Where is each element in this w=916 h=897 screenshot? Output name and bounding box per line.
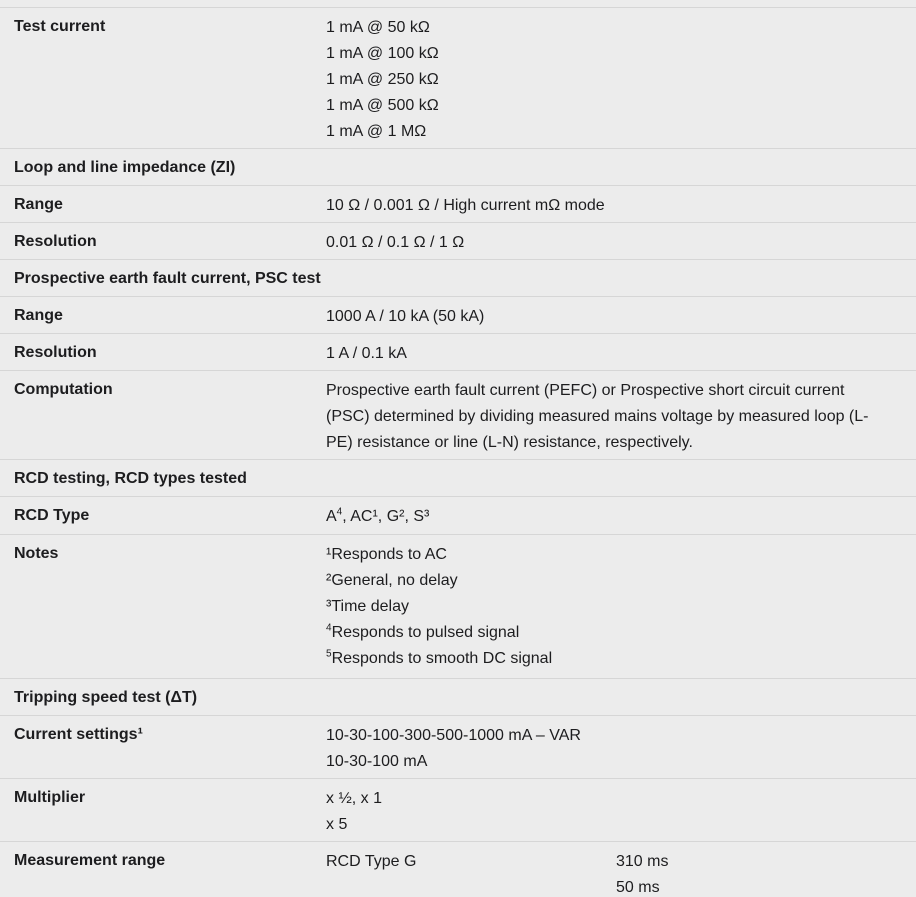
footnote-mark: 4 [336,506,343,518]
note-item [326,620,552,646]
rcd-type-a: A [326,508,337,525]
row-values [326,15,439,145]
row-value: 10-30-100-300-500-1000 mA – VAR [326,727,581,744]
row-values [326,341,407,367]
section-heading-loop-impedance [0,148,916,185]
row-label: Notes [14,545,59,562]
note-text: Responds to AC [331,546,447,563]
note-item [326,646,552,672]
row-value: 10-30-100 mA [326,753,428,770]
row-value: 1000 A / 10 kA (50 kA) [326,308,485,325]
rcd-type-rest: , AC¹, G², S³ [342,508,430,525]
row-value: x ½, x 1 [326,790,383,807]
note-text: General, no delay [331,572,458,589]
spec-row-range [0,296,916,333]
row-value: 1 mA @ 250 kΩ [326,71,439,88]
row-label: Resolution [14,344,97,361]
section-title: Loop and line impedance (ZI) [14,159,236,176]
note-item [326,542,552,568]
row-values [326,378,886,456]
footnote-mark: 5 [326,648,332,660]
row-label: Current settings¹ [14,726,143,743]
section-title: RCD testing, RCD types tested [14,470,247,487]
row-label: Multiplier [14,789,86,806]
row-values-extra [616,849,668,897]
row-value: 1 mA @ 500 kΩ [326,97,439,114]
row-value: 10 Ω / 0.001 Ω / High current mΩ mode [326,197,605,214]
row-values [326,723,581,775]
row-values [326,504,429,530]
section-heading-psc-test [0,259,916,296]
row-value: 1 mA @ 100 kΩ [326,45,439,62]
section-title: Tripping speed test (ΔT) [14,689,198,706]
note-item [326,594,552,620]
row-value: 0.01 Ω / 0.1 Ω / 1 Ω [326,234,465,251]
section-title: Prospective earth fault current, PSC test [14,270,321,287]
row-values [326,193,605,219]
note-text: Responds to pulsed signal [331,624,520,641]
spec-row-rcd-type [0,496,916,534]
spec-row-notes [0,534,916,678]
footnote-mark: 4 [326,622,332,634]
row-value: 1 A / 0.1 kA [326,345,407,362]
row-value: RCD Type G [326,853,417,870]
row-value: 310 ms [616,853,669,870]
spec-row-test-current [0,7,916,148]
spec-row-multiplier [0,778,916,841]
spec-row-range [0,185,916,222]
note-item [326,568,552,594]
row-value: 1 mA @ 50 kΩ [326,19,430,36]
row-label: Resolution [14,233,97,250]
row-values [326,542,552,672]
row-label: Range [14,307,63,324]
note-text: Time delay [331,598,409,615]
row-value [326,504,429,530]
spec-row-measurement-range [0,841,916,897]
row-label: Measurement range [14,852,166,869]
note-text: Responds to smooth DC signal [331,650,553,667]
section-heading-tripping-speed [0,678,916,715]
row-value: 50 ms [616,879,660,896]
footnote-mark: ² [326,572,332,589]
spec-row-resolution [0,222,916,259]
spec-row-current-settings [0,715,916,778]
row-label: Range [14,196,63,213]
section-heading-rcd-testing [0,459,916,496]
footnote-mark: ³ [326,598,332,615]
row-label: Test current [14,18,106,35]
row-values [326,304,484,330]
row-values [326,786,382,838]
spec-row-resolution [0,333,916,370]
row-values [326,849,416,875]
row-label: RCD Type [14,507,90,524]
row-value: x 5 [326,816,348,833]
row-value: 1 mA @ 1 MΩ [326,123,427,140]
row-values [326,230,464,256]
spec-row-computation [0,370,916,459]
row-value-paragraph: Prospective earth fault current (PEFC) or Prospective short circuit current (PSC) determined by dividing measured mains voltage by measured loop (L-PE) resistance or line (L-N) resistance, respectively. [326,382,869,451]
footnote-mark: ¹ [326,546,332,563]
row-label: Computation [14,381,113,398]
